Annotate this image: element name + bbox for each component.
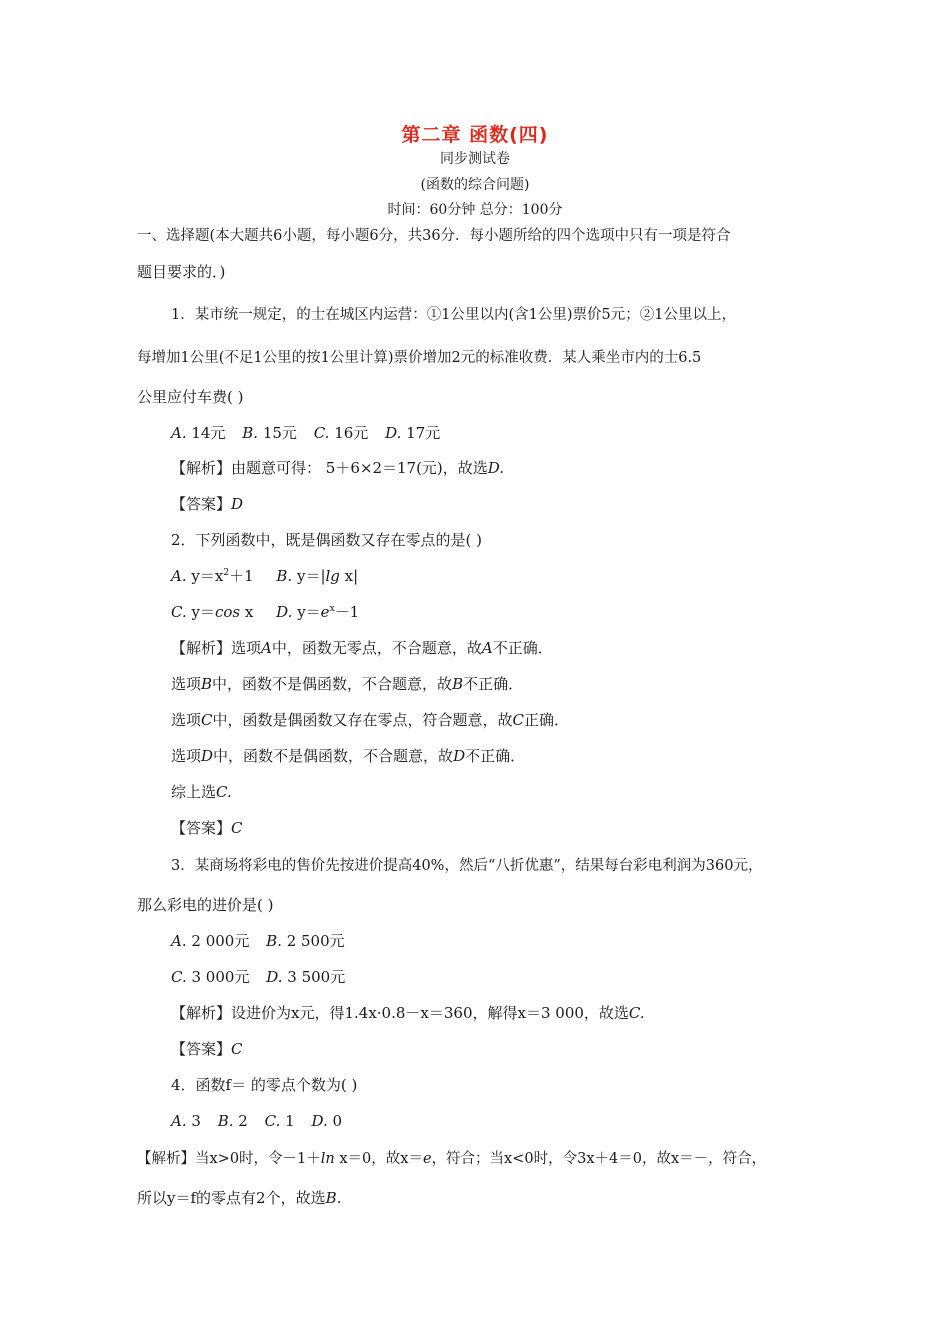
q4-option-d: 0 — [332, 1112, 343, 1130]
q2-option-a-sup: 2 — [223, 568, 230, 578]
q2-a4-letter2: D — [453, 747, 466, 765]
section-intro-line2: 题目要求的．) — [137, 263, 226, 281]
q2-option-a-rest: ＋1 — [229, 567, 254, 585]
q2-a3-letter: C — [201, 711, 213, 729]
q3-analysis-tag: 【解析】 — [171, 1004, 232, 1022]
q3-options-row2 — [171, 967, 345, 987]
q2-a4-pre: 选项 — [171, 747, 202, 765]
q2-a1-text: 中，函数无零点，不合题意，故 — [271, 639, 482, 657]
q3-option-d-letter: D. — [266, 968, 283, 986]
q2-line1: 2．下列函数中，既是偶函数又存在零点的是( ) — [171, 531, 483, 549]
q2-options-row2 — [171, 602, 359, 622]
q2-analysis-line2 — [171, 674, 523, 694]
q3-answer-tag: 【答案】 — [171, 1040, 232, 1058]
time-info: 时间：60分钟 总分：100分 — [387, 202, 563, 218]
q2-answer-value: C — [231, 819, 243, 837]
q2-a1-letter2: A — [481, 639, 493, 657]
q2-option-c-rest: x — [240, 603, 254, 621]
q1-option-a-letter: A. — [171, 424, 187, 442]
q2-a1-letter: A — [261, 639, 272, 657]
q4-option-c-letter: C. — [264, 1112, 281, 1130]
q2-a1-pre: 选项 — [231, 639, 262, 657]
q1-analysis-tag: 【解析】 — [171, 459, 232, 477]
q2-option-d-letter: D. — [276, 603, 293, 621]
q1-line3: 公里应付车费( ) — [137, 388, 244, 406]
q3-option-a: 2 000元 — [191, 932, 250, 950]
q2-a2-end: 不正确． — [463, 675, 524, 693]
q4-analysis-end: B. — [325, 1189, 342, 1207]
q4-options — [171, 1111, 342, 1131]
q1-answer — [171, 494, 243, 514]
q2-analysis-line1 — [171, 638, 553, 658]
q3-option-a-letter: A. — [171, 932, 187, 950]
q2-summary — [171, 782, 232, 802]
q2-a2-letter2: B — [452, 675, 464, 693]
q1-options — [171, 423, 440, 443]
q4-option-b-letter: B. — [217, 1112, 234, 1130]
q1-option-c-letter: C. — [313, 424, 330, 442]
q2-option-d-fn: e — [320, 603, 330, 621]
q2-a4-end: 不正确． — [465, 747, 526, 765]
q1-answer-value: D — [231, 495, 244, 513]
q1-analysis — [171, 458, 504, 478]
q4-analysis-tag: 【解析】 — [137, 1151, 195, 1167]
chapter-title: 第二章 函数(四) — [401, 124, 549, 146]
q4-option-d-letter: D. — [311, 1112, 328, 1130]
q3-line1: 3．某商场将彩电的售价先按进价提高40%，然后“八折优惠”，结果每台彩电利润为360元， — [171, 858, 763, 874]
q2-option-c-fn: cos — [214, 603, 241, 621]
q2-a1-end: 不正确． — [492, 639, 553, 657]
q2-a2-text: 中，函数不是偶函数，不合题意，故 — [212, 675, 453, 693]
q2-analysis-tag: 【解析】 — [171, 639, 232, 657]
q4-option-a-letter: A. — [171, 1112, 187, 1130]
q2-summary-letter: C. — [216, 783, 232, 801]
q2-option-c: y＝ — [191, 603, 215, 621]
q2-a3-letter2: C — [512, 711, 524, 729]
q2-a3-text: 中，函数是偶函数又存在零点，符合题意，故 — [212, 711, 513, 729]
q2-option-a: y＝x — [191, 567, 224, 585]
q2-a3-end: 正确． — [524, 711, 570, 729]
q3-option-b: 2 500元 — [286, 932, 345, 950]
q2-option-a-letter: A. — [171, 567, 187, 585]
q2-analysis-line3 — [171, 710, 569, 730]
q3-options-row1 — [171, 931, 345, 951]
q2-a3-pre: 选项 — [171, 711, 202, 729]
q1-option-d: 17元 — [406, 424, 441, 442]
q2-answer — [171, 818, 243, 838]
q4-analysis-p3: ，符合；当x<0时，令3x＋4＝0，故x＝－，符合， — [431, 1151, 767, 1167]
q4-analysis-p1: 当x>0时，令－1＋ — [195, 1151, 321, 1167]
q3-analysis-text: 设进价为x元，得1.4x·0.8－x＝360，解得x＝3 000，故选 — [231, 1004, 629, 1022]
q4-analysis-line2 — [137, 1188, 341, 1208]
q4-analysis-line1 — [137, 1149, 766, 1169]
q1-analysis-end: D. — [487, 459, 505, 477]
q1-option-d-letter: D. — [385, 424, 402, 442]
q1-analysis-text: 由题意可得： 5＋6×2＝17(元)，故选 — [231, 459, 488, 477]
q2-option-b-letter: B. — [276, 567, 293, 585]
q4-analysis-line2-text: 所以y＝f的零点有2个，故选 — [137, 1189, 326, 1207]
q2-option-b: y＝| — [296, 567, 326, 585]
q2-a2-pre: 选项 — [171, 675, 202, 693]
q4-option-c: 1 — [285, 1112, 295, 1130]
q2-a4-text: 中，函数不是偶函数，不合题意，故 — [213, 747, 454, 765]
q1-option-c: 16元 — [334, 424, 369, 442]
q2-option-d: y＝ — [297, 603, 321, 621]
q3-answer-value: C — [231, 1040, 243, 1058]
q2-option-b-fn: lg — [325, 567, 340, 585]
section-intro-line1: 一、选择题(本大题共6小题，每小题6分，共36分．每小题所给的四个选项中只有一项是符合 — [137, 228, 731, 244]
q3-option-c-letter: C. — [171, 968, 187, 986]
q3-analysis-end: C. — [628, 1004, 645, 1022]
q2-summary-text: 综上选 — [171, 783, 217, 801]
q3-analysis — [171, 1003, 645, 1023]
q2-option-d-sup: x — [329, 604, 335, 614]
q4-analysis-fn: ln — [320, 1151, 335, 1167]
q3-option-d: 3 500元 — [287, 968, 346, 986]
q3-line2: 那么彩电的进价是( ) — [137, 896, 274, 914]
q2-options-row1 — [171, 566, 358, 586]
q4-option-a: 3 — [191, 1112, 201, 1130]
q4-analysis-p2: x＝0，故x＝ — [334, 1151, 423, 1167]
q2-option-c-letter: C. — [171, 603, 187, 621]
q2-option-b-rest: x| — [339, 567, 359, 585]
topic-line: (函数的综合问题) — [420, 177, 530, 193]
q2-analysis-line4 — [171, 746, 525, 766]
q1-line1: 1．某市统一规定，的士在城区内运营：①1公里以内(含1公里)票价5元；②1公里以上， — [171, 307, 736, 323]
q2-a2-letter: B — [201, 675, 213, 693]
q4-option-b: 2 — [238, 1112, 248, 1130]
q2-option-d-rest: －1 — [334, 603, 360, 621]
q4-analysis-e: e — [422, 1151, 432, 1167]
q1-option-b-letter: B. — [242, 424, 259, 442]
q2-answer-tag: 【答案】 — [171, 819, 232, 837]
q2-a4-letter: D — [201, 747, 214, 765]
q1-option-b: 15元 — [262, 424, 297, 442]
q4-line1: 4．函数f＝ 的零点个数为( ) — [171, 1076, 358, 1094]
q3-answer — [171, 1039, 243, 1059]
q1-answer-tag: 【答案】 — [171, 495, 232, 513]
q3-option-c: 3 000元 — [191, 968, 250, 986]
subtitle: 同步测试卷 — [440, 151, 510, 167]
q3-option-b-letter: B. — [266, 932, 282, 950]
q1-line2: 每增加1公里(不足1公里的按1公里计算)票价增加2元的标准收费．某人乘坐市内的士6.5 — [137, 350, 702, 366]
q1-option-a: 14元 — [191, 424, 226, 442]
